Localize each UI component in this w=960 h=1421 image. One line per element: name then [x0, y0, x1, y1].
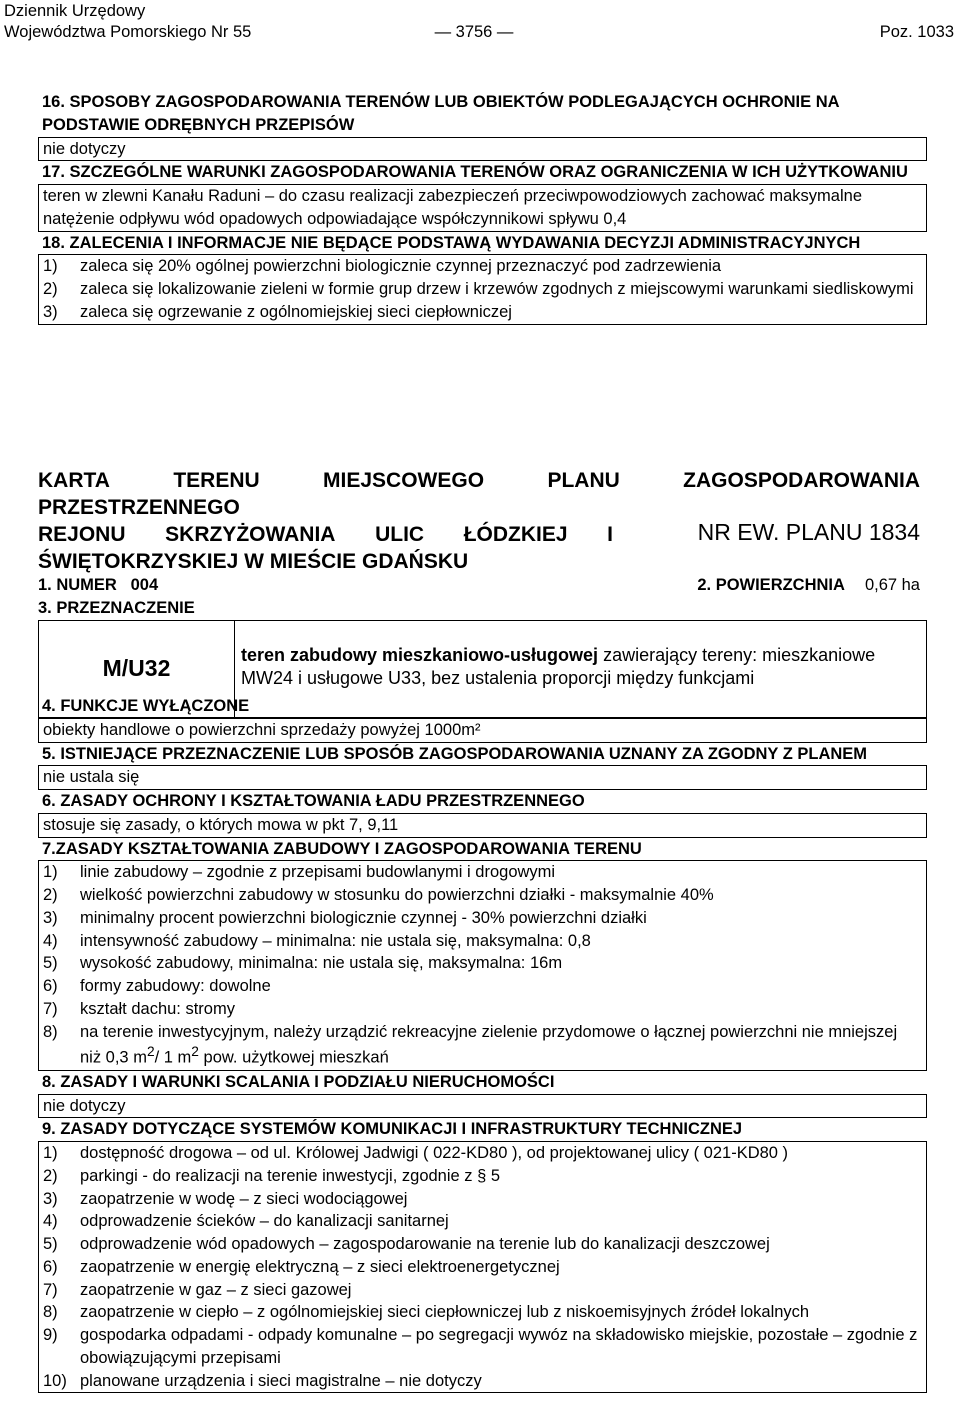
journal-subtitle: Województwa Pomorskiego Nr 55: [4, 23, 252, 41]
list-item: 7) zaopatrzenie w gaz – z sieci gazowej: [43, 1280, 352, 1299]
list-item: 2) zaleca się lokalizowanie zieleni w formie grup drzew i krzewów zgodnych z miejscowymi warunkami siedliskowymi: [43, 280, 914, 299]
card-title-line3: REJONU SKRZYŻOWANIA ULIC ŁÓDZKIEJ I: [38, 523, 613, 546]
list-item: 2) parkingi - do realizacji na terenie inwestycji, zgodnie z § 5: [43, 1166, 501, 1185]
area-label: 2. POWIERZCHNIA: [697, 576, 845, 594]
section-6-body: stosuje się zasady, o których mowa w pkt 7, 9,11: [38, 813, 927, 838]
section-5-title: 5. ISTNIEJĄCE PRZEZNACZENIE LUB SPOSÓB ZAGOSPODAROWANIA UZNANY ZA ZGODNY Z PLANEM: [42, 744, 868, 763]
card-title-line2: PRZESTRZENNEGO: [38, 496, 240, 519]
page-header: [4, 0, 956, 44]
section-7-list: [38, 860, 927, 1070]
section-8: [38, 1071, 927, 1119]
section-16-body: nie dotyczy: [38, 137, 927, 162]
section-6: [38, 790, 927, 838]
section-4-title: 4. FUNKCJE WYŁĄCZONE: [42, 697, 250, 715]
card-title-line1: KARTA TERENU MIEJSCOWEGO PLANU ZAGOSPODAROWANIA: [38, 469, 920, 492]
journal-title: Dziennik Urzędowy: [4, 2, 146, 20]
list-item: 4) odprowadzenie ścieków – do kanalizacji sanitarnej: [43, 1212, 449, 1231]
card-title-line4: ŚWIĘTOKRZYSKIEJ W MIEŚCIE GDAŃSKU: [38, 550, 469, 573]
card-title: [38, 467, 920, 575]
card-number: 1. NUMER 004: [38, 576, 159, 594]
section-9-list: [38, 1141, 927, 1393]
list-item: 3) minimalny procent powierzchni biologicznie czynnej - 30% powierzchni działki: [43, 908, 647, 927]
section-18-title: 18. ZALECENIA I INFORMACJE NIE BĘDĄCE PODSTAWĄ WYDAWANIA DECYZJI ADMINISTRACYJNYCH: [42, 233, 861, 252]
section-9-title: 9. ZASADY DOTYCZĄCE SYSTEMÓW KOMUNIKACJI I INFRASTRUKTURY TECHNICZNEJ: [42, 1120, 743, 1139]
section-18: [38, 232, 927, 325]
section-4: [38, 695, 927, 743]
list-item: 5) wysokość zabudowy, minimalna: nie ustala się, maksymalna: 16m: [43, 954, 563, 973]
list-item: 7) kształt dachu: stromy: [43, 999, 235, 1018]
area-value: 0,67 ha: [864, 576, 920, 594]
list-item: 1) dostępność drogowa – od ul. Królowej Jadwigi ( 022-KD80 ), od projektowanej ulicy ( 021-KD80 ): [43, 1144, 789, 1163]
position-number: Poz. 1033: [879, 23, 954, 41]
list-item: 3) zaopatrzenie w wodę – z sieci wodociągowej: [43, 1189, 408, 1208]
section-8-body: nie dotyczy: [38, 1094, 927, 1119]
sections-16-18: [38, 91, 927, 325]
list-item: 8) na terenie inwestycyjnym, należy urządzić rekreacyjne zielenie przydomowe o łącznej powierzchni nie mniejszej niż 0,3 $m^2/$ 1 $m^2$ pow. użytkowej mieszkań: [43, 1022, 898, 1067]
section-7-title: 7.ZASADY KSZTAŁTOWANIA ZABUDOWY I ZAGOSPODAROWANIA TERENU: [42, 839, 642, 858]
section-7: [38, 838, 927, 1071]
section-17-title: 17. SZCZEGÓLNE WARUNKI ZAGOSPODAROWANIA TERENÓW ORAZ OGRANICZENIA W ICH UŻYTKOWANIU: [42, 163, 908, 182]
sections-4-9: [38, 695, 927, 1393]
section-3-title: 3. PRZEZNACZENIE: [38, 599, 195, 617]
list-item: 1) zaleca się 20% ogólnej powierzchni biologicznie czynnej przeznaczyć pod zadrzewienia: [43, 257, 722, 276]
plan-number: NR EW. PLANU 1834: [697, 519, 920, 545]
section-6-title: 6. ZASADY OCHRONY I KSZTAŁTOWANIA ŁADU PRZESTRZENNEGO: [42, 792, 585, 811]
list-item: 2) wielkość powierzchni zabudowy w stosunku do powierzchni działki - maksymalnie 40%: [43, 886, 714, 905]
section-8-title: 8. ZASADY I WARUNKI SCALANIA I PODZIAŁU NIERUCHOMOŚCI: [42, 1072, 555, 1091]
section-18-list: [38, 254, 927, 324]
list-item: 6) formy zabudowy: dowolne: [43, 977, 271, 996]
section-4-body: obiekty handlowe o powierzchni sprzedaży powyżej 1000m²: [38, 718, 927, 743]
section-5-body: nie ustala się: [38, 765, 927, 790]
section-17-body: teren w zlewni Kanału Raduni – do czasu realizacji zabezpieczeń przeciwpowodziowych zachować maksymalne natężenie odpływu wód opadowych odpowiadające współczynnikowi spływu 0,4: [38, 184, 927, 232]
section-16: [38, 91, 927, 161]
section-16-title: 16. SPOSOBY ZAGOSPODAROWANIA TERENÓW LUB OBIEKTÓW PODLEGAJĄCYCH OCHRONIE NA PODSTAWIE ODRĘBNYCH PRZEPISÓW: [42, 93, 839, 134]
purpose-text: teren zabudowy mieszkaniowo-usługowej zawierający tereny: mieszkaniowe MW24 i usługowe U33, bez ustalenia proporcji między funkcjami: [241, 644, 876, 688]
list-item: 3) zaleca się ogrzewanie z ogólnomiejskiej sieci ciepłowniczej: [43, 302, 512, 321]
list-item: 5) odprowadzenie wód opadowych – zagospodarowanie na terenie lub do kanalizacji deszczowej: [43, 1235, 770, 1254]
zone-symbol: M/U32: [39, 621, 235, 717]
card-area: [697, 574, 920, 597]
page-number: — 3756 —: [434, 23, 514, 41]
list-item: 1) linie zabudowy – zgodnie z przepisami budowlanymi i drogowymi: [43, 863, 556, 882]
list-item: 4) intensywność zabudowy – minimalna: nie ustala się, maksymalna: 0,8: [43, 931, 591, 950]
list-item: 6) zaopatrzenie w energię elektryczną – z sieci elektroenergetycznej: [43, 1257, 560, 1276]
list-item: 8) zaopatrzenie w ciepło – z ogólnomiejskiej sieci ciepłowniczej lub z niskoemisyjnych źródeł lokalnych: [43, 1303, 810, 1322]
section-9: [38, 1118, 927, 1393]
list-item: 9) gospodarka odpadami - odpady komunalne – po segregacji wywóz na składowisko miejskie, pozostałe – zgodnie z obowiązującymi przepisami: [43, 1326, 918, 1367]
list-item: 10) planowane urządzenia i sieci magistralne – nie dotyczy: [43, 1371, 482, 1390]
section-17: [38, 161, 927, 231]
section-5: [38, 743, 927, 791]
card-meta: [38, 574, 920, 597]
